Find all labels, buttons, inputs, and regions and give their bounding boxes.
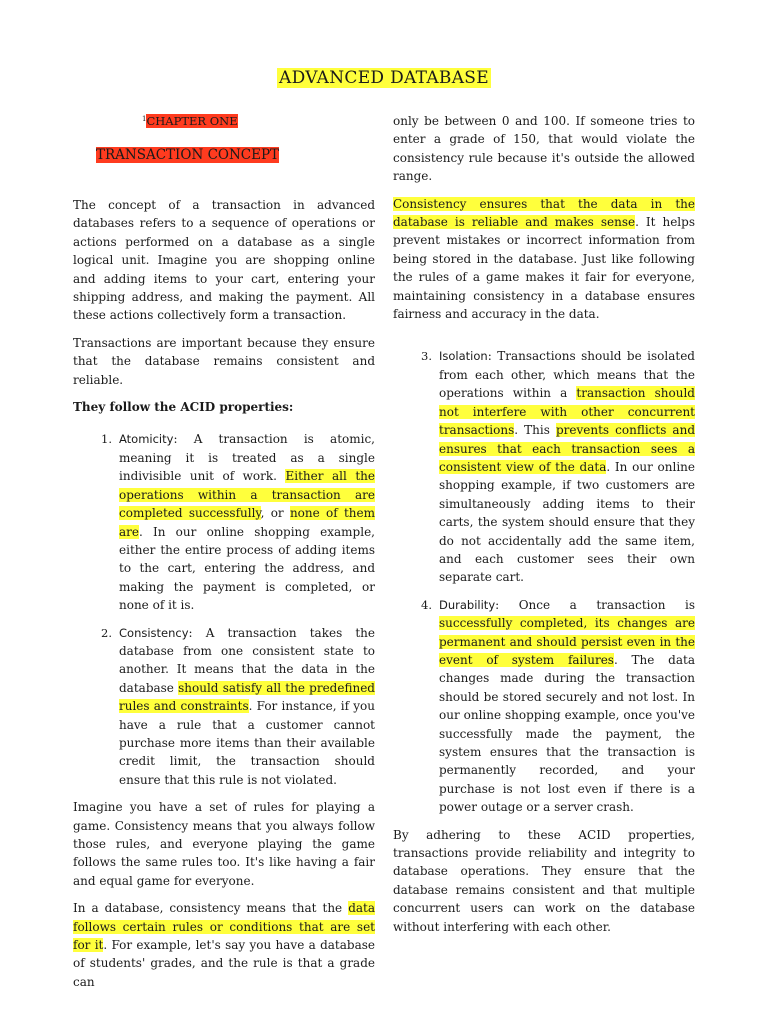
list-item-durability: 4. Durability: Once a transaction is successfully completed, its changes are permanent and should persist even in the event of system failures. The data changes made during the transaction should be stored securely and not lost. In our online shopping example, once you've successfully made the payment, the system ensures that the transaction is permanently recorded, and your purchase is not lost even if there is a power outage or a server crash. [421, 597, 695, 815]
highlighted-text: transaction should not interfere with other concurrent transactions [439, 386, 695, 438]
highlighted-text: Consistency ensures that the data in the database is reliable and makes sense [393, 196, 695, 230]
highlighted-text: prevents conflicts and ensures that each transaction sees a consistent view of the data [439, 423, 695, 474]
grade-example-paragraph: only be between 0 and 100. If someone tries to enter a grade of 150, that would violate the consistency rule because it's outside the allowed range. [393, 114, 695, 184]
acid-list [73, 430, 375, 789]
title-text: ADVANCED DATABASE [279, 68, 489, 88]
list-number: 4. [421, 597, 432, 612]
database-consistency-paragraph: In a database, consistency means that the data follows certain rules or conditions that are set for it. For example, let's say you have a database of students' grades, and the rule is that a grade can [73, 901, 375, 989]
list-item-consistency: 2. Consistency: A transaction takes the database from one consistent state to another. It means that the data in the database should satisfy all the predefined rules and constraints. For instance, if you have a rule that a customer cannot purchase more items than their available credit limit, the transaction should ensure that this rule is not violated. [101, 625, 375, 787]
acid-heading: They follow the ACID properties: [73, 400, 294, 415]
list-number: 1. [101, 432, 112, 447]
game-analogy-paragraph: Imagine you have a set of rules for playing a game. Consistency means that you always follow those rules, and everyone playing the game follows the same rules too. It's like having a fair and equal game for everyone. [73, 800, 375, 888]
intro-paragraph: The concept of a transaction in advanced databases refers to a sequence of operations or actions performed on a database as a single logical unit. Imagine you are shopping online and adding items to your cart, entering your shipping address, and making the payment. All these actions collectively form a transaction. [73, 198, 375, 323]
list-number: 3. [421, 349, 432, 364]
highlighted-text: none of them are [119, 506, 375, 539]
list-item-atomicity: 1. Atomicity: A transaction is atomic, meaning it is treated as a single indivisible unit of work. Either all the operations within a transaction are completed successfully, or none of them are. In our online shopping example, either the entire process of adding items to the cart, entering the address, and making the payment is completed, or none of it is. [101, 432, 375, 613]
chapter-label [142, 114, 238, 128]
highlighted-text: successfully completed, its changes are permanent and should persist even in the event of system failures [439, 616, 695, 667]
importance-paragraph: Transactions are important because they ensure that the database remains consistent and reliable. [73, 335, 375, 387]
term-durability: Durability [439, 597, 496, 612]
consistency-summary-paragraph: Consistency ensures that the data in the database is reliable and makes sense. It helps prevent mistakes or incorrect information from being stored in the database. Just like following the rules of a game makes it fair for everyone, maintaining consistency in a database ensures fairness and accuracy in the data. [393, 196, 695, 322]
left-column [73, 196, 375, 1000]
right-column [393, 112, 695, 945]
chapter-text: CHAPTER ONE [146, 114, 238, 128]
list-number: 2. [101, 625, 112, 640]
highlighted-text: Either all the operations within a transaction are completed successfully [119, 469, 375, 521]
section-title [96, 147, 279, 163]
term-atomicity: Atomicity [119, 432, 174, 447]
document-title [0, 68, 768, 88]
conclusion-paragraph: By adhering to these ACID properties, transactions provide reliability and integrity to database operations. They ensure that the database remains consistent and that multiple concurrent users can work on the database without interfering with each other. [393, 827, 695, 934]
acid-list-continued [393, 347, 695, 816]
highlighted-text: should satisfy all the predefined rules and constraints [119, 680, 375, 714]
footnote-marker: 1 [142, 115, 147, 123]
list-item-isolation: 3. Isolation: Transactions should be isolated from each other, which means that the operations within a transaction should not interfere with other concurrent transactions. This prevents conflicts and ensures that each transaction sees a consistent view of the data. In our online shopping example, if two customers are simultaneously adding items to their carts, the system should ensure that they do not accidentally add the same item, and each customer sees their own separate cart. [421, 349, 696, 585]
highlighted-text: data follows certain rules or conditions that are set for it [73, 901, 375, 953]
section-title-text: TRANSACTION CONCEPT [96, 147, 280, 163]
term-isolation: Isolation [439, 349, 488, 364]
term-consistency: Consistency [119, 625, 189, 640]
